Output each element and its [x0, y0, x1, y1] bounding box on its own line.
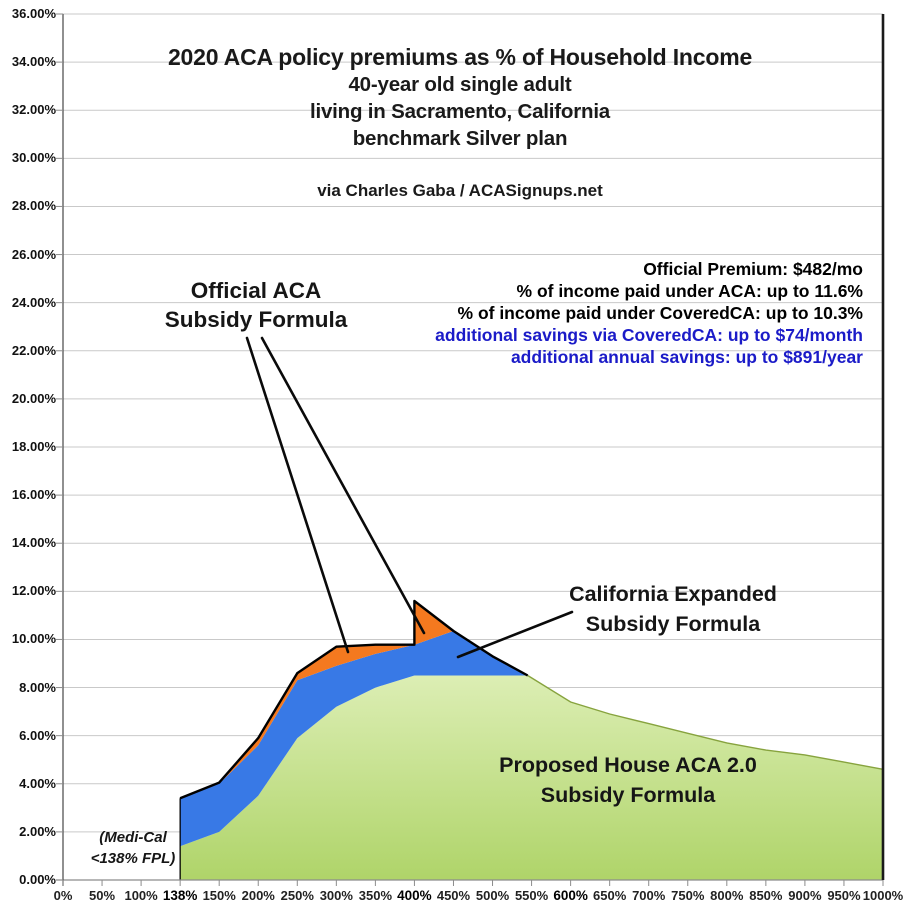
label-california-expanded — [569, 579, 777, 639]
x-tick-label: 300% — [319, 888, 353, 903]
x-tick-label: 600% — [553, 888, 588, 903]
x-tick-label: 500% — [475, 888, 510, 903]
x-tick-label: 700% — [632, 888, 666, 903]
chart-title-line-4: benchmark Silver plan — [352, 127, 568, 150]
x-tick-label: 100% — [124, 888, 158, 903]
callout-line — [262, 338, 424, 633]
y-tick-label: 34.00% — [11, 54, 56, 70]
label-official-aca-line1: Official ACA — [190, 278, 322, 303]
stats-block — [435, 258, 863, 368]
stat-coveredca-percent: % of income paid under CoveredCA: up to 10.3% — [457, 303, 863, 323]
stat-annual-savings: additional annual savings: up to $891/year — [510, 347, 863, 367]
y-tick-label: 8.00% — [19, 679, 56, 695]
y-tick-label: 28.00% — [11, 198, 56, 214]
label-california-line2: Subsidy Formula — [585, 612, 761, 636]
chart-title-line-3: living in Sacramento, California — [309, 100, 611, 123]
x-tick-label: 0% — [53, 888, 73, 903]
chart-title-line-1: 2020 ACA policy premiums as % of Household Income — [167, 44, 753, 70]
label-california-line1: California Expanded — [569, 582, 777, 606]
x-tick-label: 400% — [397, 888, 432, 903]
y-tick-label: 0.00% — [19, 872, 56, 887]
x-tick-label: 900% — [788, 888, 822, 903]
x-tick-label: 850% — [749, 888, 783, 903]
stat-monthly-savings: additional savings via CoveredCA: up to $74/month — [435, 325, 863, 345]
label-house-line2: Subsidy Formula — [540, 783, 716, 807]
x-tick-label: 138% — [162, 888, 198, 903]
y-tick-label: 14.00% — [11, 535, 56, 551]
x-tick-label: 350% — [358, 888, 392, 903]
label-official-aca-line2: Subsidy Formula — [164, 307, 348, 332]
y-tick-label: 16.00% — [11, 487, 56, 503]
y-tick-label: 32.00% — [11, 102, 56, 118]
x-tick-label: 1000% — [862, 888, 904, 903]
y-tick-label: 18.00% — [11, 439, 56, 454]
label-official-aca — [165, 276, 348, 334]
x-tick-label: 550% — [514, 888, 549, 903]
y-tick-label: 6.00% — [19, 727, 56, 743]
x-tick-label: 50% — [89, 888, 116, 903]
label-house-aca20 — [499, 750, 757, 810]
stat-official-premium: Official Premium: $482/mo — [643, 259, 863, 279]
y-tick-label: 22.00% — [11, 342, 56, 358]
x-tick-label: 450% — [436, 888, 471, 903]
callout-line — [458, 612, 572, 657]
stat-aca-percent: % of income paid under ACA: up to 11.6% — [516, 281, 863, 301]
x-tick-label: 200% — [241, 888, 275, 903]
label-medical-line2: <138% FPL) — [90, 850, 176, 867]
credit-line: via Charles Gaba / ACASignups.net — [317, 181, 603, 200]
x-tick-label: 150% — [202, 888, 236, 903]
y-tick-label: 12.00% — [11, 583, 56, 599]
y-tick-label: 4.00% — [19, 775, 56, 791]
label-medical-region — [91, 827, 176, 869]
x-tick-label: 250% — [280, 888, 314, 903]
y-tick-label: 30.00% — [11, 150, 56, 166]
y-tick-label: 26.00% — [11, 246, 56, 262]
y-tick-label: 2.00% — [19, 823, 56, 839]
x-tick-label: 800% — [710, 888, 744, 903]
x-tick-label: 950% — [827, 888, 861, 903]
label-medical-line1: (Medi-Cal — [99, 829, 167, 846]
label-house-line1: Proposed House ACA 2.0 — [499, 753, 757, 777]
y-tick-label: 20.00% — [11, 390, 56, 406]
y-tick-label: 24.00% — [11, 294, 56, 310]
y-tick-label: 10.00% — [11, 631, 56, 647]
y-tick-label: 36.00% — [11, 6, 56, 21]
x-tick-label: 750% — [671, 888, 705, 903]
chart-title-line-2: 40-year old single adult — [348, 73, 572, 96]
x-tick-label: 650% — [593, 888, 627, 903]
